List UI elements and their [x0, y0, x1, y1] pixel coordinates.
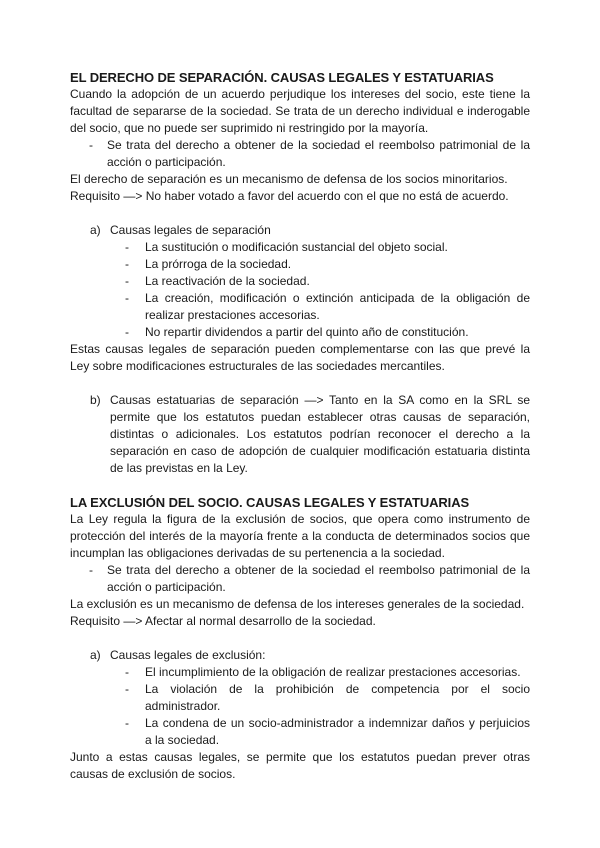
list-item [70, 681, 530, 715]
section2-requisito-line: Requisito —> Afectar al normal desarrollo de la sociedad. [70, 614, 376, 628]
bullet-text: Se trata del derecho a obtener de la sociedad el reembolso patrimonial de la acción o participación. [107, 563, 530, 594]
list-item [70, 324, 530, 341]
list-item [70, 273, 530, 290]
list-dash-marker: - [125, 291, 129, 305]
list-dash-marker: - [125, 716, 129, 730]
list-letter-marker: b) [90, 393, 101, 407]
list-dash-marker: - [125, 325, 129, 339]
section1-list-a-header [70, 222, 530, 239]
list-item-text: No repartir dividendos a partir del quinto año de constitución. [145, 325, 469, 339]
list-item [70, 715, 530, 749]
section1-bullet-item [70, 137, 530, 171]
list-dash-marker: - [125, 682, 129, 696]
section1-intro-paragraph: Cuando la adopción de un acuerdo perjudique los intereses del socio, este tiene la facultad de separarse de la sociedad. Se trata de un derecho individual e inderogable del socio, que no puede ser suprimido ni restringido por la mayoría. [70, 87, 530, 135]
section1-mechanism-paragraph: El derecho de separación es un mecanismo de defensa de los socios minoritarios. [70, 172, 508, 186]
section2-intro-paragraph: La Ley regula la figura de la exclusión de socios, que opera como instrumento de protección del interés de la mayoría frente a la conducta de determinados socios que incumplan las obligaciones derivadas de su pertenencia a la sociedad. [70, 512, 530, 560]
list-item [70, 256, 530, 273]
list-letter-marker: a) [90, 223, 101, 237]
section2-title: LA EXCLUSIÓN DEL SOCIO. CAUSAS LEGALES Y ESTATUARIAS [70, 495, 470, 510]
section1-list-b-item [70, 392, 530, 477]
section2-mechanism-paragraph: La exclusión es un mecanismo de defensa de los intereses generales de la sociedad. [70, 597, 525, 611]
list-dash-marker: - [89, 563, 93, 577]
section2-after-list-paragraph: Junto a estas causas legales, se permite que los estatutos puedan prever otras causas de exclusión de socios. [70, 750, 530, 781]
list-letter-marker: a) [90, 648, 101, 662]
section1-requisito-line: Requisito —> No haber votado a favor del acuerdo con el que no está de acuerdo. [70, 189, 509, 203]
list-item-text: El incumplimiento de la obligación de realizar prestaciones accesorias. [145, 665, 521, 679]
list-item-text: La prórroga de la sociedad. [145, 257, 292, 271]
list-item-text: La creación, modificación o extinción anticipada de la obligación de realizar prestaciones accesorias. [145, 291, 530, 322]
list-dash-marker: - [125, 257, 129, 271]
list-dash-marker: - [89, 138, 93, 152]
section1-title: EL DERECHO DE SEPARACIÓN. CAUSAS LEGALES Y ESTATUARIAS [70, 70, 494, 85]
list-a-label: Causas legales de separación [110, 223, 271, 237]
section1-after-list-paragraph: Estas causas legales de separación pueden complementarse con las que prevé la Ley sobre modificaciones estructurales de las sociedades mercantiles. [70, 342, 530, 373]
list-item-text: La condena de un socio-administrador a indemnizar daños y perjuicios a la sociedad. [145, 716, 530, 747]
list-item [70, 290, 530, 324]
list-a-label: Causas legales de exclusión: [110, 648, 266, 662]
list-item [70, 239, 530, 256]
list-item [70, 664, 530, 681]
list-item-text: La reactivación de la sociedad. [145, 274, 310, 288]
list-item-text: La violación de la prohibición de competencia por el socio administrador. [145, 682, 530, 713]
list-dash-marker: - [125, 274, 129, 288]
section2-list-a-header [70, 647, 530, 664]
section2-bullet-item [70, 562, 530, 596]
list-dash-marker: - [125, 665, 129, 679]
bullet-text: Se trata del derecho a obtener de la sociedad el reembolso patrimonial de la acción o participación. [107, 138, 530, 169]
list-dash-marker: - [125, 240, 129, 254]
list-item-text: La sustitución o modificación sustancial del objeto social. [145, 240, 448, 254]
list-b-text: Causas estatuarias de separación —> Tanto en la SA como en la SRL se permite que los estatutos puedan establecer otras causas de separación, distintas o adicionales. Los estatutos podrían reconocer el derecho a la separación en caso de adopción de cualquier modificación estatuaria distinta de las previstas en la Ley. [110, 393, 530, 475]
